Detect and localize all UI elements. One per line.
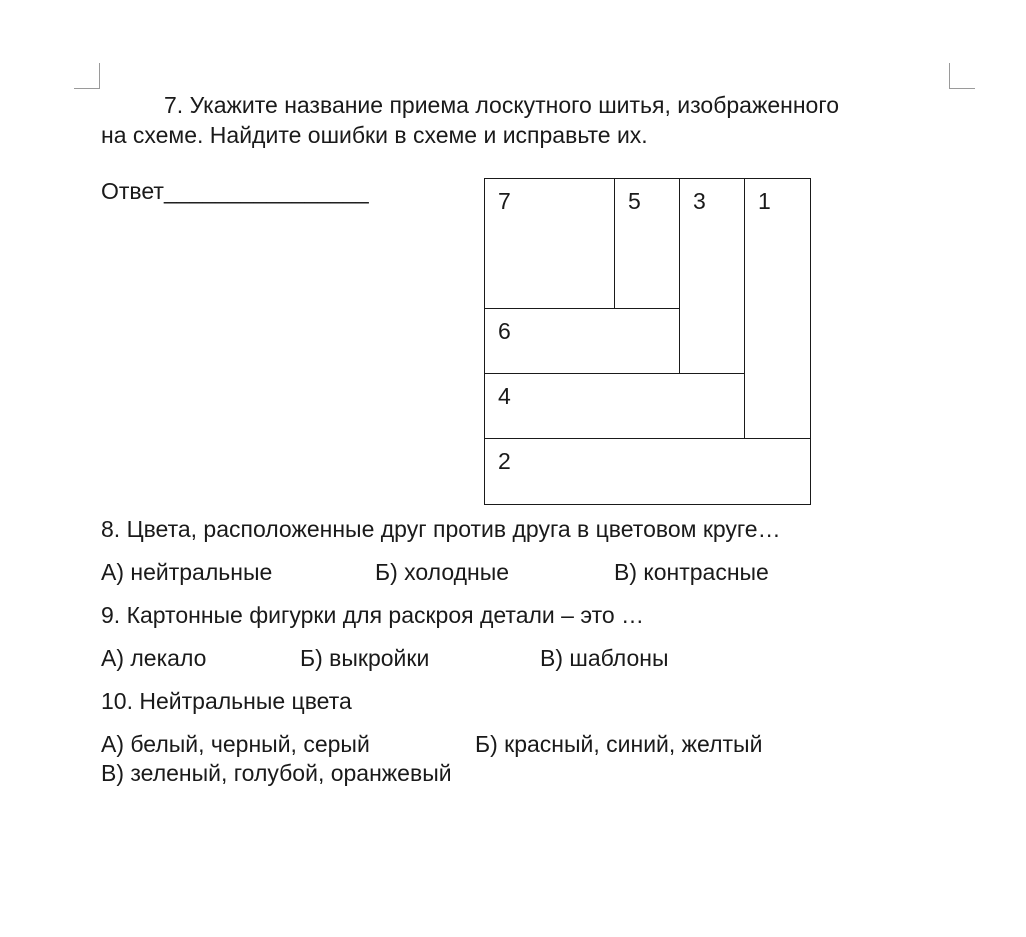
q8-option-b: Б) холодные — [375, 559, 510, 585]
q9-option-b: Б) выкройки — [300, 645, 430, 671]
q7-text-line-2: на схеме. Найдите ошибки в схеме и исправьте их. — [101, 122, 648, 148]
log-cabin-scheme — [484, 178, 811, 505]
q8-option-a: А) нейтральные — [101, 559, 273, 585]
scheme-label-5: 5 — [628, 188, 641, 214]
scheme-label-3: 3 — [693, 188, 706, 214]
scheme-piece-2 — [484, 438, 811, 505]
q7-answer-label: Ответ________________ — [101, 178, 369, 204]
q9-option-a: А) лекало — [101, 645, 207, 671]
q8-option-c: В) контрасные — [614, 559, 769, 585]
scheme-piece-4 — [484, 373, 745, 439]
scheme-label-6: 6 — [498, 318, 511, 344]
scheme-label-7: 7 — [498, 188, 511, 214]
scheme-piece-6 — [484, 308, 680, 374]
scheme-piece-5 — [614, 178, 680, 309]
scheme-label-2: 2 — [498, 448, 511, 474]
scheme-piece-3 — [679, 178, 745, 374]
scheme-label-4: 4 — [498, 383, 511, 409]
q10-option-b: Б) красный, синий, желтый — [475, 731, 763, 757]
page-corner-mark-right — [949, 63, 975, 89]
q10-question: 10. Нейтральные цвета — [101, 688, 352, 714]
q8-question: 8. Цвета, расположенные друг против друга в цветовом круге… — [101, 516, 781, 542]
scheme-piece-1 — [744, 178, 811, 439]
q7-text-line-1: 7. Укажите название приема лоскутного шитья, изображенного — [164, 92, 840, 118]
scheme-piece-7 — [484, 178, 615, 309]
q9-question: 9. Картонные фигурки для раскроя детали – это … — [101, 602, 645, 628]
scheme-label-1: 1 — [758, 188, 771, 214]
q10-option-a: А) белый, черный, серый — [101, 731, 370, 757]
page-corner-mark-left — [74, 63, 100, 89]
q10-option-c: В) зеленый, голубой, оранжевый — [101, 760, 452, 786]
q9-option-c: В) шаблоны — [540, 645, 669, 671]
